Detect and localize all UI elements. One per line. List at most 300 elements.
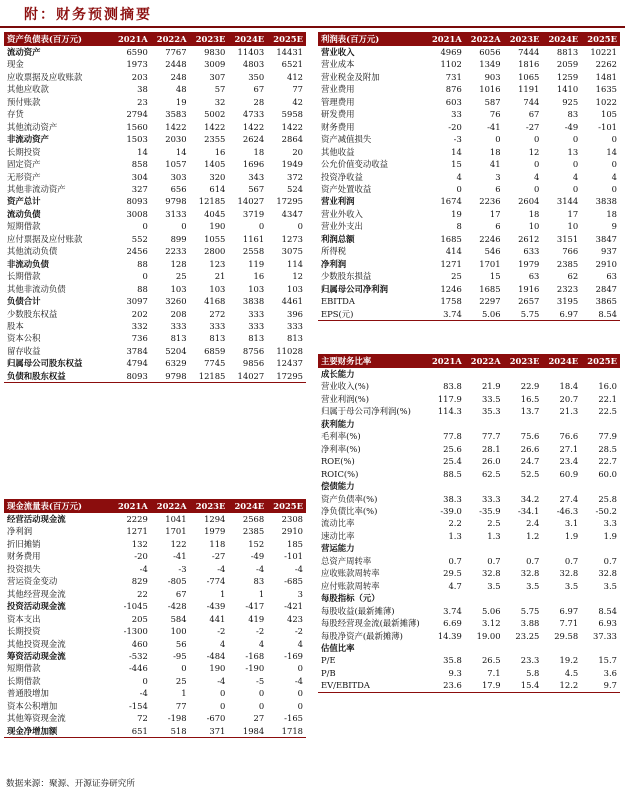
cell-value: 2236 [479,196,501,207]
cell-value: 414 [445,246,462,257]
cell-value: -101 [284,551,303,562]
cell-value: 1349 [479,59,501,70]
cell-value: 88 [137,258,148,269]
row-label: 营业税金及附加 [321,71,380,82]
cell-value: 208 [170,308,187,319]
cell-value: 6859 [204,345,226,356]
cell-value: -41 [173,551,187,562]
table-row [318,83,620,95]
cell-value: 272 [209,308,226,319]
table-title: 资产负债表(百万元) [4,32,112,46]
cell-value: 103 [248,283,265,294]
cell-value: 28.1 [481,443,501,454]
row-label: 筹资活动现金流 [7,650,66,661]
cell-value: 77.8 [443,431,462,442]
cell-value: 441 [209,613,226,624]
cell-value: 190 [209,663,226,674]
cell-value: 14 [137,146,148,157]
table-row [4,525,306,537]
cell-value: 25.4 [443,456,462,467]
cell-value: 2612 [518,233,540,244]
cell-value: 1984 [228,725,267,738]
table-row [318,642,620,654]
cell-value: 0.7 [603,555,617,566]
cell-value: 2.4 [526,518,540,529]
year-header: 2022A [465,354,504,368]
cell-value: 27 [253,713,265,724]
cell-value: 1.9 [564,530,579,541]
row-label: 净利润 [321,258,347,269]
cell-value [426,542,465,554]
table-row [318,233,620,245]
cell-value: 5.75 [504,308,543,321]
cell-value: 1022 [595,96,617,107]
table-row [318,183,620,195]
cell-value: 77.7 [481,431,501,442]
cell-value: 33.5 [481,393,501,404]
cell-value [504,480,543,492]
table-row [318,220,620,232]
table-row [4,370,306,383]
cell-value: 1685 [440,233,462,244]
cell-value: 3144 [556,196,579,207]
cell-value: -50.2 [595,505,617,516]
cell-value: 1674 [440,196,462,207]
cell-value: 0 [611,134,617,145]
table-row [318,667,620,679]
cell-value: 19 [175,96,187,107]
row-label: 长期投资 [7,146,41,157]
cell-value: -190 [245,663,265,674]
cell-value: 11403 [237,47,265,57]
table-row [4,613,306,625]
table-title: 现金流量表(百万元) [4,499,112,513]
cell-value: 5.06 [465,308,504,321]
cell-value [465,642,504,654]
cell-value: 88.5 [443,468,462,479]
cell-value: 26.6 [520,443,540,454]
row-label: P/B [321,667,336,678]
cell-value: 119 [248,258,265,269]
table-row [4,96,306,108]
table-row [318,405,620,417]
cell-value: 0 [297,221,303,232]
cell-value [426,642,465,654]
table-row [4,183,306,195]
cell-value: 0.7 [448,555,462,566]
cell-value: 0 [258,221,265,232]
cell-value: 1973 [126,59,148,70]
cell-value: 23.6 [426,679,465,692]
row-label: 净利润 [7,526,33,537]
table-row [318,58,620,70]
cell-value: 56 [175,638,187,649]
cell-value: 22.9 [520,381,540,392]
cell-value: 3195 [556,296,579,307]
cell-value: 12437 [276,358,303,369]
cell-value: 118 [209,538,226,549]
cell-value: 0 [297,688,303,699]
cell-value: 937 [601,246,617,257]
cell-value: 4 [220,638,226,649]
cell-value: 26.5 [481,655,501,666]
row-label: 营运能力 [321,543,355,554]
cell-value: 203 [131,71,148,82]
row-label: 其他应收款 [7,84,49,95]
cell-value: 12185 [190,370,229,383]
cell-value [542,642,581,654]
year-header: 2021A [426,32,465,46]
cell-value: 9.7 [581,679,620,692]
table-row [318,208,620,220]
row-label: 资产总计 [7,196,41,207]
table-row [318,505,620,517]
cell-value: 16 [214,146,226,157]
row-label: 所得税 [321,246,347,257]
cell-value: 18 [253,146,265,157]
cell-value: 3151 [556,233,579,244]
table-row [318,443,620,455]
cell-value: 1503 [126,134,148,145]
cell-value: 524 [287,183,303,194]
row-label: 其他投资现金流 [7,638,66,649]
cell-value: 29.5 [443,568,462,579]
row-label: 预付账款 [7,96,41,107]
cell-value: 1 [181,688,187,699]
table-row [4,158,306,170]
table-header-row [318,354,620,368]
income-statement-table [318,32,620,321]
row-label: EBITDA [321,296,355,307]
cell-value: 412 [287,71,303,82]
cell-value: 5958 [281,109,303,120]
cell-value: 12185 [198,196,226,207]
row-label: 营运资金变动 [7,576,58,587]
cell-value: 21 [214,271,226,282]
row-label: 财务费用 [7,551,41,562]
cell-value: 20.7 [559,393,579,404]
year-header: 2022A [151,32,190,46]
cell-value: 2604 [518,196,540,207]
cell-value: 67 [528,109,540,120]
cell-value [581,592,620,604]
cell-value: 88 [137,283,148,294]
row-label: 归属于母公司净利润(%) [321,406,411,417]
table-row [4,638,306,650]
table-row [4,258,306,270]
cell-value: 18 [528,208,540,219]
table-row [4,600,306,612]
cell-value: 2558 [242,246,265,257]
cell-value: 419 [248,613,265,624]
cell-value [465,542,504,554]
cell-value: 3.88 [520,618,540,629]
row-label: 其他非流动资产 [7,183,66,194]
cell-value: 13 [567,146,579,157]
row-label: 流动比率 [321,518,355,529]
cell-value: 13.7 [520,406,540,417]
cell-value: -417 [245,601,265,612]
cell-value: 0 [220,688,226,699]
year-header: 2021A [112,32,151,46]
cell-value: 19.2 [559,655,579,666]
cell-value: 2323 [556,283,579,294]
cell-value: 1560 [126,121,148,132]
cell-value: 33.3 [481,493,501,504]
cell-value: -4 [139,563,148,574]
cell-value: 333 [287,320,303,331]
cell-value: 3838 [242,296,265,307]
table-row [4,283,306,295]
row-label: P/E [321,655,336,666]
cell-value: 1422 [165,121,187,132]
table-title: 利润表(百万元) [318,32,426,46]
table-row [318,171,620,183]
cell-value: 17.9 [465,679,504,692]
cell-value: 11028 [276,345,303,356]
page-title: 附：财务预测摘要 [24,7,152,23]
cell-value: 2568 [242,514,265,524]
cell-value: 38.3 [443,493,462,504]
cell-value: -3 [453,134,462,145]
cash-flow-grid [4,499,306,738]
row-label: 非流动负债 [7,258,49,269]
cell-value: 4794 [126,358,148,369]
cell-value: 4 [258,638,265,649]
cell-value: 67 [253,84,265,95]
row-label: 其他收益 [321,146,355,157]
income-statement-grid [318,32,620,321]
cell-value: 83 [567,109,579,120]
cell-value: 736 [131,333,148,344]
cell-value: -168 [245,650,265,661]
table-row [318,455,620,467]
cell-value: 1055 [204,233,226,244]
cell-value: 0 [534,183,540,194]
cell-value: -439 [206,601,226,612]
cell-value: -35.9 [479,505,501,516]
cell-value: 3.6 [603,667,617,678]
row-label: 固定资产 [7,159,41,170]
cell-value: -685 [284,576,303,587]
cell-value: 1016 [479,84,501,95]
cell-value: 1191 [518,84,540,95]
table-row [4,71,306,83]
cell-value: 15.4 [504,679,543,692]
row-label: 营业费用 [321,84,355,95]
cell-value: -5 [256,675,265,686]
cell-value: 15.7 [598,655,617,666]
cell-value: 52.5 [520,468,540,479]
cell-value: 17295 [267,370,306,383]
cell-value: 37.33 [593,630,617,641]
cell-value: 651 [112,725,151,738]
cell-value [542,542,581,554]
table-row [318,46,620,58]
cell-value: 1102 [440,59,462,70]
cell-value: 4.5 [564,667,579,678]
cell-value: 9.3 [448,667,462,678]
cell-value: -49 [250,551,265,562]
cell-value: 0 [297,700,303,711]
table-row [4,83,306,95]
cell-value: 0 [258,700,265,711]
cell-value: 9856 [242,358,265,369]
row-label: 偿债能力 [321,481,355,492]
cell-value: 17 [567,208,579,219]
cell-value: 3583 [165,109,187,120]
cell-value: 0 [142,271,148,282]
cell-value: 28.5 [598,443,617,454]
table-row [4,563,306,575]
cell-value: 25 [175,675,187,686]
cell-value: 396 [287,308,303,319]
cell-value: 3865 [595,296,617,307]
row-label: 经营活动现金流 [7,514,66,524]
cell-value: 38 [137,84,148,95]
row-label: 资产负债率(%) [321,493,378,504]
cell-value: 3009 [204,59,226,70]
row-label: 成长能力 [321,369,355,379]
cell-value: 34.2 [520,493,540,504]
cell-value: 63 [606,271,617,282]
cell-value: 656 [170,183,187,194]
cell-value: 152 [248,538,265,549]
cell-value: 3097 [126,296,148,307]
cell-value: 2.5 [487,518,501,529]
cell-value: 18.4 [559,381,579,392]
cell-value: 1.9 [603,530,617,541]
table-title: 主要财务比率 [318,354,426,368]
row-label: ROE(%) [321,456,355,467]
cell-value: 122 [170,538,187,549]
table-row [318,605,620,617]
row-label: 速动比率 [321,530,355,541]
cell-value: 3.5 [603,580,617,591]
cell-value: 1481 [595,71,617,82]
cell-value: 350 [248,71,265,82]
cell-value: 103 [209,283,226,294]
table-row [4,550,306,562]
cell-value: 518 [151,725,190,738]
cell-value: -46.3 [556,505,579,516]
cell-value: 1696 [242,159,265,170]
row-label: 其他筹资现金流 [7,713,66,724]
row-label: 营业外支出 [321,221,363,232]
cell-value: 876 [445,84,462,95]
cell-value: 32.8 [598,568,617,579]
key-ratios-table [318,354,620,693]
row-label: 每股净资产(最新摊薄) [321,630,403,641]
row-label: 公允价值变动收益 [321,159,388,170]
row-label: 少数股东权益 [7,308,58,319]
cell-value: 1758 [440,296,462,307]
table-row [318,308,620,321]
cell-value: 35.8 [443,655,462,666]
cell-value [581,368,620,380]
row-label: 长期借款 [7,675,41,686]
cell-value: 12 [292,271,303,282]
cell-value: 6521 [281,59,303,70]
cell-value: -805 [167,576,187,587]
cell-value: 333 [248,308,265,319]
cell-value: 22.5 [598,406,617,417]
cell-value: 1949 [281,159,303,170]
cell-value: 0 [297,663,303,674]
table-row [318,430,620,442]
cell-value: -2 [294,626,303,637]
cell-value: 1065 [518,71,540,82]
cell-value: 2624 [242,134,265,145]
cell-value: 4803 [242,59,265,70]
table-row [4,308,306,320]
cell-value: 1271 [126,526,148,537]
row-label: 营业收入 [321,47,355,57]
row-label: 存货 [7,109,24,120]
year-header: 2024E [542,32,581,46]
cell-value: 14 [606,146,617,157]
cell-value: 0 [611,159,617,170]
table-row [318,146,620,158]
cell-value: 633 [523,246,540,257]
cell-value: 8.54 [598,605,617,616]
cell-value: 63 [528,271,540,282]
cell-value: 60.9 [559,468,579,479]
cell-value: 1685 [479,283,501,294]
cash-flow-table [4,499,306,738]
table-row [4,712,306,724]
cell-value: 6 [495,221,501,232]
row-label: 营业收入(%) [321,381,369,392]
cell-value: 3.5 [564,580,579,591]
cell-value: 320 [209,171,226,182]
cell-value: 8756 [242,345,265,356]
row-label: 营业外收入 [321,208,363,219]
cell-value: 62.5 [481,468,501,479]
cell-value: -428 [167,601,187,612]
row-label: 应收账款周转率 [321,568,380,579]
table-row [318,530,620,542]
row-label: 资产减值损失 [321,134,372,145]
cell-value: 2308 [281,514,303,524]
table-row [4,687,306,699]
cell-value: 8093 [126,196,148,207]
table-row [4,295,306,307]
cell-value: 1273 [281,233,303,244]
cell-value: 4168 [204,296,226,307]
cell-value: 105 [601,109,617,120]
cell-value: 76.6 [559,431,579,442]
cell-value: -670 [206,713,226,724]
cell-value: 128 [170,258,187,269]
cell-value: 1816 [518,59,540,70]
row-label: 每股收益(最新摊薄) [321,605,395,616]
cell-value: 16.5 [520,393,540,404]
cell-value: 1041 [165,514,187,524]
cell-value: 614 [209,183,226,194]
cell-value: 12.2 [542,679,581,692]
cell-value: 813 [248,333,265,344]
table-row [4,233,306,245]
cell-value: 1410 [556,84,579,95]
cell-value: 4 [456,171,462,182]
table-row [4,513,306,525]
cell-value [581,542,620,554]
cell-value: 552 [131,233,148,244]
row-label: 现金净增加额 [4,725,112,738]
table-row [4,270,306,282]
table-row [318,468,620,480]
